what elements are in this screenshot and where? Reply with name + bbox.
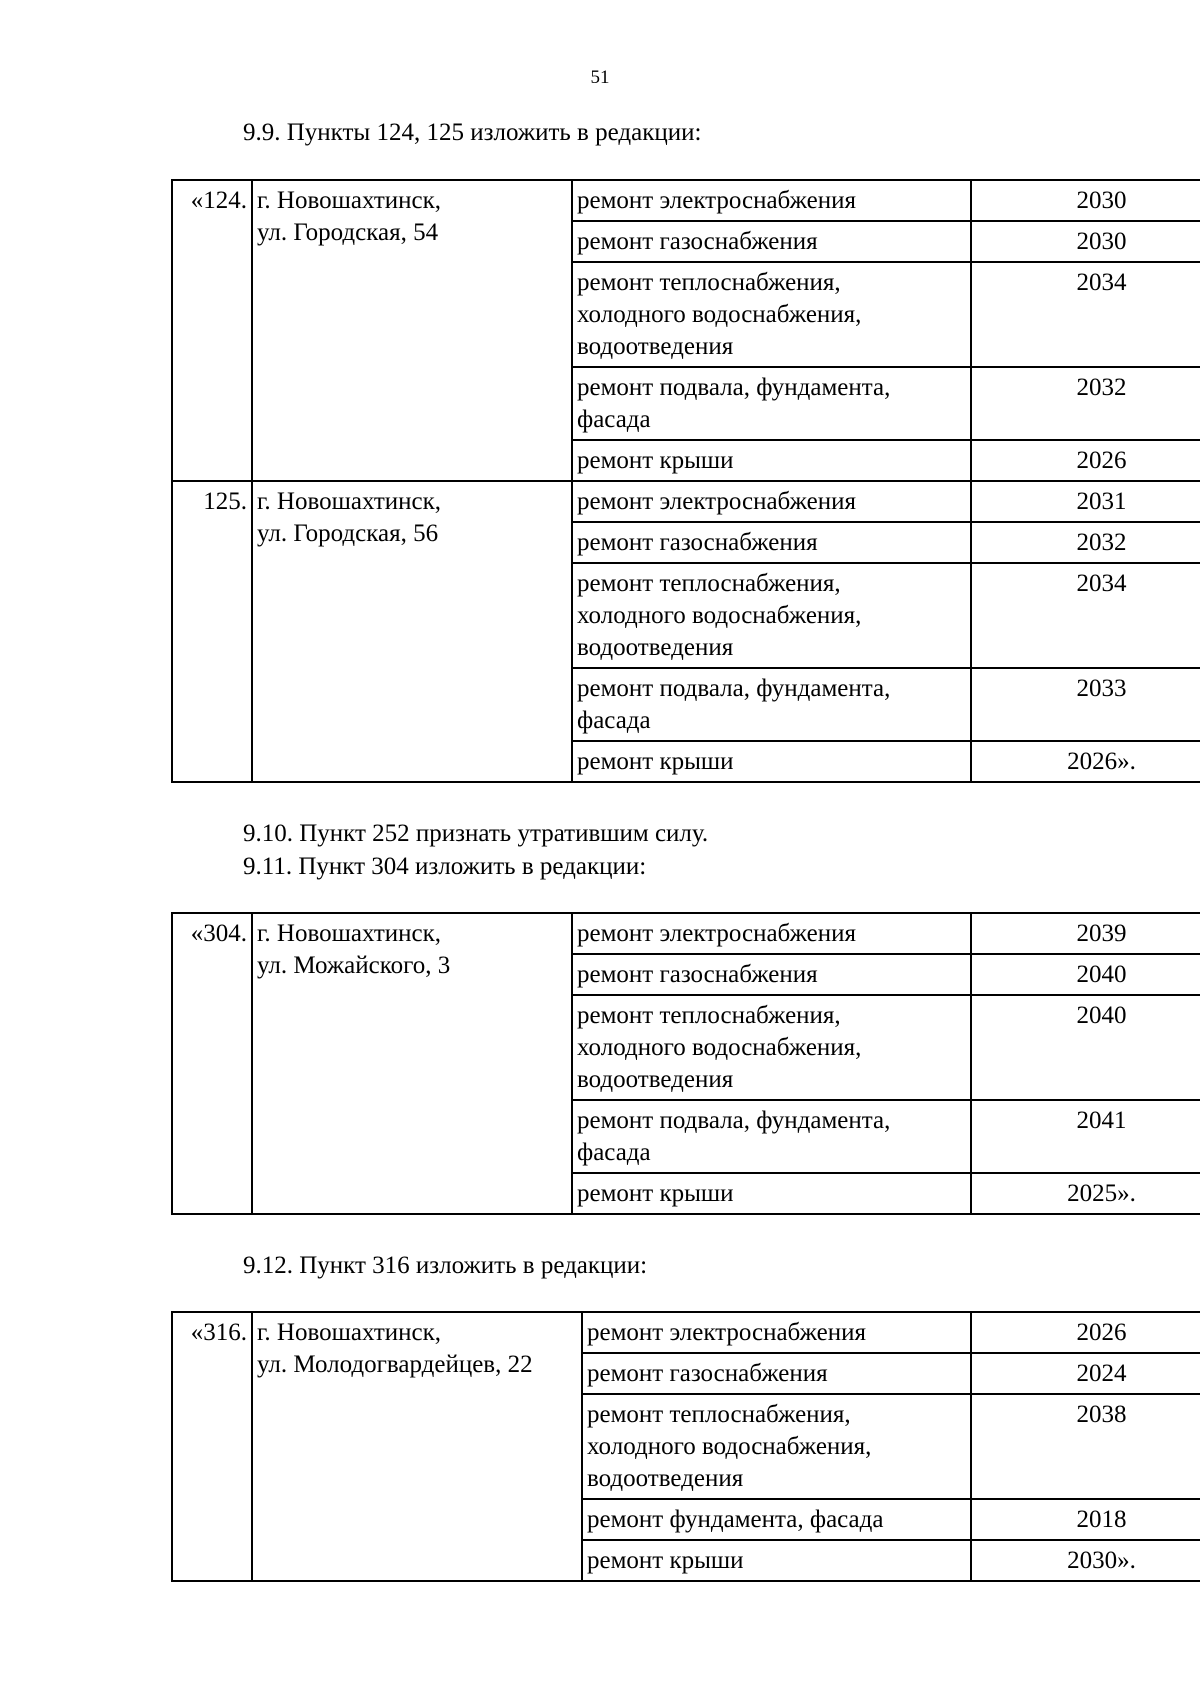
work-year: 2032 bbox=[971, 522, 1200, 563]
item-address: г. Новошахтинск, ул. Можайского, 3 bbox=[252, 913, 572, 1214]
work-year: 2024 bbox=[971, 1353, 1200, 1394]
work-year: 2040 bbox=[971, 995, 1200, 1100]
work-type: ремонт газоснабжения bbox=[572, 954, 971, 995]
work-type: ремонт теплоснабжения, холодного водоснабжения, водоотведения bbox=[572, 262, 971, 367]
work-type: ремонт крыши bbox=[572, 741, 971, 782]
work-year: 2030 bbox=[971, 221, 1200, 262]
work-year: 2025». bbox=[971, 1173, 1200, 1214]
work-type: ремонт газоснабжения bbox=[582, 1353, 971, 1394]
work-type: ремонт газоснабжения bbox=[572, 522, 971, 563]
work-year: 2032 bbox=[971, 367, 1200, 440]
work-year: 2033 bbox=[971, 668, 1200, 741]
work-year: 2026 bbox=[971, 440, 1200, 481]
work-year: 2038 bbox=[971, 1394, 1200, 1499]
work-year: 2030». bbox=[971, 1540, 1200, 1581]
work-type: ремонт электроснабжения bbox=[582, 1312, 971, 1353]
work-year: 2018 bbox=[971, 1499, 1200, 1540]
work-year: 2031 bbox=[971, 481, 1200, 522]
paragraph-9-12: 9.12. Пункт 316 изложить в редакции: bbox=[243, 1252, 648, 1279]
paragraph-9-9: 9.9. Пункты 124, 125 изложить в редакции: bbox=[243, 119, 702, 146]
paragraph-9-10: 9.10. Пункт 252 признать утратившим силу. bbox=[243, 820, 709, 847]
item-address: г. Новошахтинск, ул. Городская, 54 bbox=[252, 180, 572, 481]
item-number: «304. bbox=[172, 913, 252, 1214]
item-number: 125. bbox=[172, 481, 252, 782]
paragraph-9-11: 9.11. Пункт 304 изложить в редакции: bbox=[243, 853, 647, 880]
table-item-304 bbox=[171, 912, 1200, 1215]
table-row bbox=[172, 1312, 1200, 1353]
work-year: 2030 bbox=[971, 180, 1200, 221]
work-type: ремонт электроснабжения bbox=[572, 481, 971, 522]
item-address: г. Новошахтинск, ул. Молодогвардейцев, 22 bbox=[252, 1312, 582, 1581]
table-row bbox=[172, 913, 1200, 954]
work-year: 2026 bbox=[971, 1312, 1200, 1353]
work-type: ремонт подвала, фундамента, фасада bbox=[572, 668, 971, 741]
work-year: 2041 bbox=[971, 1100, 1200, 1173]
table-items-124-125 bbox=[171, 179, 1200, 783]
work-year: 2034 bbox=[971, 563, 1200, 668]
work-year: 2040 bbox=[971, 954, 1200, 995]
work-type: ремонт подвала, фундамента, фасада bbox=[572, 1100, 971, 1173]
work-year: 2039 bbox=[971, 913, 1200, 954]
item-address: г. Новошахтинск, ул. Городская, 56 bbox=[252, 481, 572, 782]
work-year: 2034 bbox=[971, 262, 1200, 367]
work-type: ремонт электроснабжения bbox=[572, 913, 971, 954]
page-number: 51 bbox=[590, 67, 610, 88]
item-number: «316. bbox=[172, 1312, 252, 1581]
work-type: ремонт теплоснабжения, холодного водоснабжения, водоотведения bbox=[572, 563, 971, 668]
work-type: ремонт теплоснабжения, холодного водоснабжения, водоотведения bbox=[582, 1394, 971, 1499]
work-type: ремонт фундамента, фасада bbox=[582, 1499, 971, 1540]
work-type: ремонт крыши bbox=[572, 440, 971, 481]
work-type: ремонт крыши bbox=[572, 1173, 971, 1214]
work-type: ремонт крыши bbox=[582, 1540, 971, 1581]
work-type: ремонт газоснабжения bbox=[572, 221, 971, 262]
table-row bbox=[172, 481, 1200, 522]
work-type: ремонт электроснабжения bbox=[572, 180, 971, 221]
work-type: ремонт подвала, фундамента, фасада bbox=[572, 367, 971, 440]
table-item-316 bbox=[171, 1311, 1200, 1582]
work-year: 2026». bbox=[971, 741, 1200, 782]
table-row bbox=[172, 180, 1200, 221]
work-type: ремонт теплоснабжения, холодного водоснабжения, водоотведения bbox=[572, 995, 971, 1100]
item-number: «124. bbox=[172, 180, 252, 481]
